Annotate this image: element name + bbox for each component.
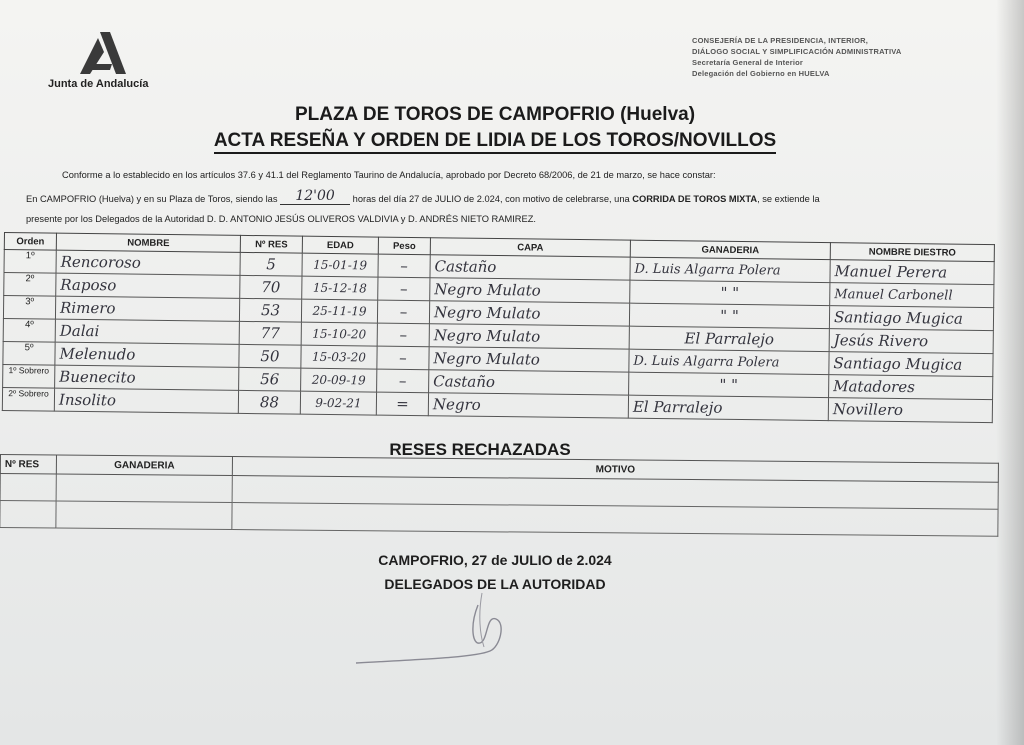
cell-ganaderia: " "	[630, 280, 830, 305]
header-peso: Peso	[378, 237, 430, 255]
cell-edad: 25-11-19	[301, 299, 377, 323]
cell-edad: 15-12-18	[302, 276, 378, 300]
cell-orden: 5º	[3, 341, 55, 365]
cell-orden: 3º	[3, 296, 55, 320]
footer-delegates: DELEGADOS DE LA AUTORIDAD	[384, 576, 606, 592]
cell-ganaderia: D. Luis Algarra Polera	[630, 257, 830, 282]
cell-ganaderia: " "	[629, 303, 829, 328]
rejected-header-motivo: MOTIVO	[232, 457, 998, 483]
cell-res: 70	[240, 275, 302, 299]
cell-res: 5	[240, 252, 302, 276]
department-line: CONSEJERÍA DE LA PRESIDENCIA, INTERIOR,	[692, 36, 869, 45]
intro-text-c: , se extiende la	[757, 194, 820, 204]
cell-nombre: Dalai	[55, 319, 239, 344]
cell-edad: 15-10-20	[301, 322, 377, 346]
cell-capa: Negro Mulato	[429, 301, 629, 326]
header-ganaderia: GANADERIA	[630, 240, 830, 259]
cell-diestro: Santiago Mugica	[829, 352, 993, 377]
cell-nombre: Rencoroso	[56, 250, 240, 275]
header-nombre: NOMBRE	[56, 233, 240, 252]
cell-peso: –	[377, 323, 429, 347]
intro-line-1: Conforme a lo establecido en los artículos 37.6 y 41.1 del Reglamento Taurino de Andalucía, aprobado por Decreto 68/2006, de 21 de marzo, se hace constar:	[62, 170, 716, 180]
cell-peso: –	[377, 369, 429, 393]
cell-res: 53	[239, 298, 301, 322]
cell-orden: 1º Sobrero	[3, 364, 55, 388]
cell-edad: 20-09-19	[301, 368, 377, 392]
department-block	[692, 35, 901, 79]
department-line: DIÁLOGO SOCIAL Y SIMPLIFICACIÓN ADMINISTRATIVA	[692, 47, 902, 56]
cell-edad: 15-01-19	[302, 253, 378, 277]
event-type: CORRIDA DE TOROS MIXTA	[632, 194, 758, 204]
cell-capa: Negro	[428, 393, 628, 418]
rejected-header-ganaderia: GANADERIA	[56, 455, 232, 476]
cell-edad: 9-02-21	[300, 391, 376, 415]
intro-text-b: horas del día 27 de JULIO de 2.024, con motivo de celebrarse, una	[352, 194, 630, 204]
document-subtitle	[0, 130, 990, 152]
junta-a-icon	[78, 30, 128, 76]
rejected-table	[0, 454, 999, 537]
cell-ganaderia: " "	[629, 372, 829, 397]
rejected-header-res: Nº RES	[0, 455, 56, 474]
intro-line-2	[26, 190, 820, 207]
cell-edad: 15-03-20	[301, 345, 377, 369]
cell-ganaderia: D. Luis Algarra Polera	[629, 349, 829, 374]
cell-diestro: Novillero	[828, 398, 992, 423]
cell-res: 77	[239, 321, 301, 345]
junta-logo	[48, 30, 168, 92]
cell-diestro: Manuel Carbonell	[830, 283, 994, 308]
cell-peso: –	[378, 277, 430, 301]
header-res: Nº RES	[240, 235, 302, 253]
cell-peso: –	[377, 346, 429, 370]
cell-res: 88	[238, 390, 300, 414]
header-edad: EDAD	[302, 236, 378, 254]
intro-line-3: presente por los Delegados de la Autoridad D. D. ANTONIO JESÚS OLIVEROS VALDIVIA y D. ANDRÉS NIETO RAMIREZ.	[26, 214, 536, 224]
cell-orden: 4º	[3, 318, 55, 342]
cell-orden: 2º	[4, 273, 56, 297]
logo-text: Junta de Andalucía	[48, 78, 149, 90]
cell-res: 56	[239, 367, 301, 391]
header-orden: Orden	[4, 233, 56, 251]
cell-ganaderia: El Parralejo	[629, 326, 829, 351]
signature	[350, 585, 550, 675]
cell-diestro: Manuel Perera	[830, 260, 994, 285]
cell-capa: Negro Mulato	[430, 278, 630, 303]
cell-nombre: Insolito	[54, 388, 238, 413]
cell-peso: –	[377, 300, 429, 324]
cell-diestro: Santiago Mugica	[829, 306, 993, 331]
rejected-title: RESES RECHAZADAS	[389, 440, 571, 459]
cell-diestro: Matadores	[829, 375, 993, 400]
footer-place-date: CAMPOFRIO, 27 de JULIO de 2.024	[378, 552, 612, 568]
time-handwritten: 12'00	[280, 188, 350, 205]
cell-res: 50	[239, 344, 301, 368]
cell-capa: Negro Mulato	[429, 347, 629, 372]
department-line: Delegación del Gobierno en HUELVA	[692, 69, 830, 78]
header-diestro: NOMBRE DIESTRO	[830, 243, 994, 262]
cell-nombre: Melenudo	[55, 342, 239, 367]
page-edge-shadow	[996, 0, 1024, 745]
subtitle-text: ACTA RESEÑA Y ORDEN DE LIDIA DE LOS TOROS/NOVILLOS	[214, 130, 776, 154]
cell-capa: Castaño	[430, 255, 630, 280]
cell-capa: Castaño	[429, 370, 629, 395]
header-capa: CAPA	[430, 238, 630, 257]
intro-text-a: En CAMPOFRIO (Huelva) y en su Plaza de Toros, siendo las	[26, 194, 278, 204]
cell-peso: =	[376, 392, 428, 416]
department-line: Secretaría General de Interior	[692, 58, 804, 67]
cell-nombre: Rimero	[55, 296, 239, 321]
cell-nombre: Buenecito	[55, 365, 239, 390]
cell-nombre: Raposo	[56, 273, 240, 298]
cell-orden: 1º	[4, 250, 56, 274]
cell-ganaderia: El Parralejo	[628, 395, 828, 420]
document-title: PLAZA DE TOROS DE CAMPOFRIO (Huelva)	[294, 104, 696, 125]
cell-peso: –	[378, 254, 430, 278]
cell-orden: 2º Sobrero	[2, 387, 54, 411]
cell-diestro: Jesús Rivero	[829, 329, 993, 354]
bulls-table	[2, 232, 995, 423]
cell-capa: Negro Mulato	[429, 324, 629, 349]
